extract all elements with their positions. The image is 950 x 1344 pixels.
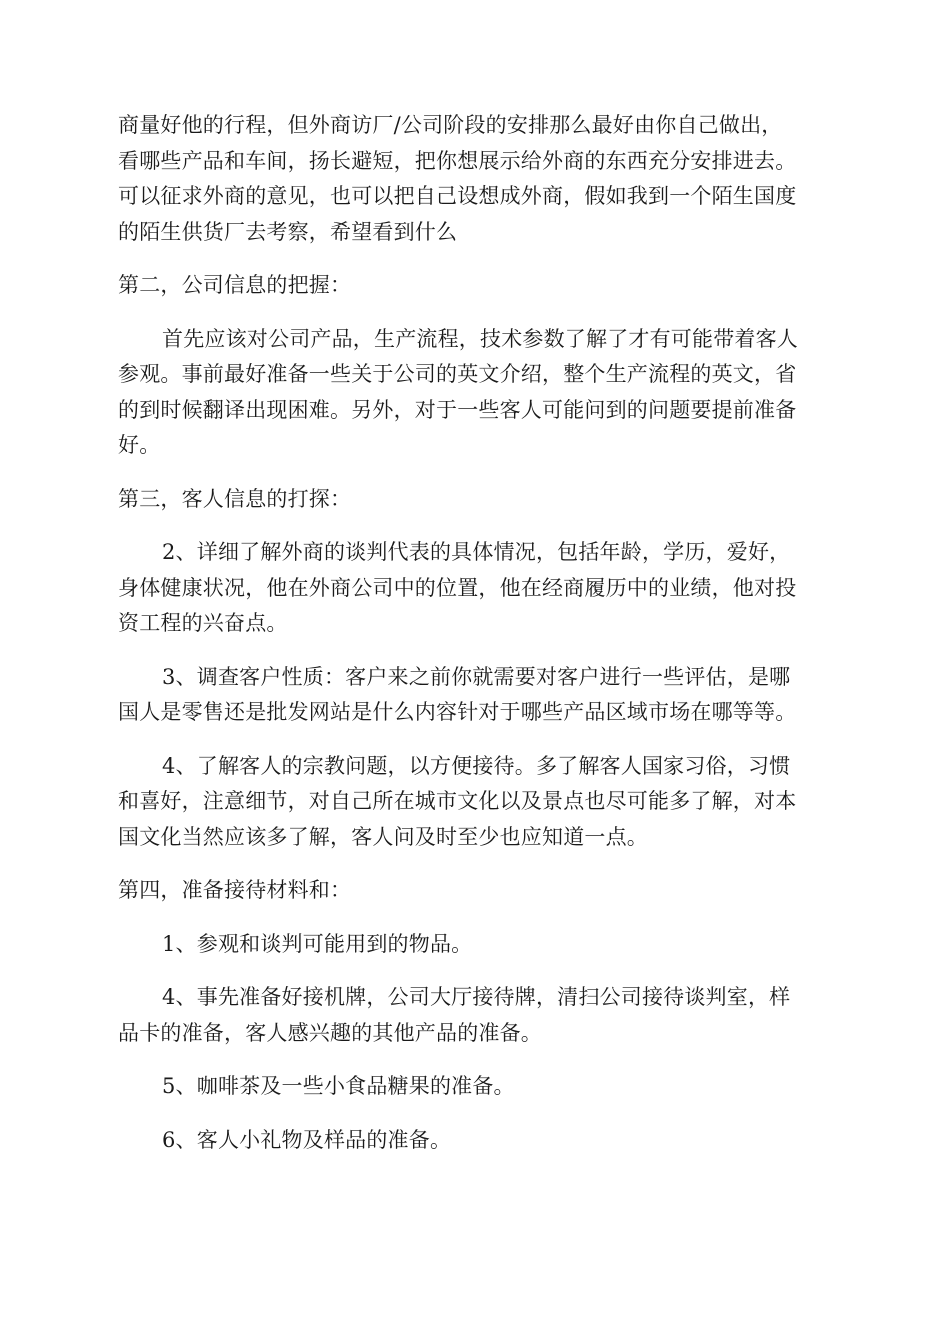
heading-line: 第二，公司信息的把握： [118,273,352,297]
list-item-2-representative [118,535,834,642]
paragraph-company-info [118,322,834,464]
text-line: 和喜好，注意细节，对自己所在城市文化以及景点也尽可能多了解，对本 [118,789,797,813]
text-line: 身体健康状况，他在外商公司中的位置，他在经商履历中的业绩，他对投 [118,575,797,600]
list-item-1-materials [118,927,834,963]
text-line: 4、事先准备好接机牌，公司大厅接待牌，清扫公司接待谈判室，样 [162,985,791,1009]
list-item-5-refreshments [118,1069,834,1105]
section-heading-4 [118,873,834,909]
text-line: 可以征求外商的意见，也可以把自己设想成外商，假如我到一个陌生国度 [118,184,797,208]
heading-line: 第四，准备接待材料和： [118,878,352,902]
text-line: 商量好他的行程，但外商访厂/公司阶段的安排那么最好由你自己做出， [118,113,783,137]
text-line: 4、了解客人的宗教问题，以方便接待。多了解客人国家习俗，习惯 [162,753,791,778]
text-line: 2、详细了解外商的谈判代表的具体情况，包括年龄，学历，爱好， [162,540,791,564]
text-line: 参观。事前最好准备一些关于公司的英文介绍，整个生产流程的英文，省 [118,362,797,386]
text-line: 的到时候翻译出现困难。另外，对于一些客人可能问到的问题要提前准备 [118,397,797,422]
heading-line: 第三，客人信息的打探： [118,486,352,511]
text-line: 好。 [118,433,161,457]
list-item-3-customer-type [118,660,834,731]
text-line: 1、参观和谈判可能用到的物品。 [162,931,473,956]
text-line: 品卡的准备，客人感兴趣的其他产品的准备。 [118,1020,542,1045]
text-line: 3、调查客户性质：客户来之前你就需要对客户进行一些评估，是哪 [162,664,791,689]
list-item-4-religion-customs [118,749,834,856]
section-heading-3 [118,482,834,518]
paragraph-itinerary [118,108,834,250]
section-heading-2 [118,268,834,304]
text-line: 首先应该对公司产品，生产流程，技术参数了解了才有可能带着客人 [162,326,798,351]
document-page [118,108,834,1158]
text-line: 看哪些产品和车间，扬长避短，把你想展示给外商的东西充分安排进去。 [118,148,797,173]
list-item-4-signage [118,980,834,1051]
text-line: 资工程的兴奋点。 [118,611,288,635]
text-line: 5、咖啡茶及一些小食品糖果的准备。 [162,1074,515,1098]
text-line: 国人是零售还是批发网站是什么内容针对于哪些产品区域市场在哪等等。 [118,700,797,724]
text-line: 6、客人小礼物及样品的准备。 [162,1127,452,1152]
list-item-6-gifts [118,1123,834,1159]
text-line: 的陌生供货厂去考察，希望看到什么 [118,219,458,244]
text-line: 国文化当然应该多了解，客人问及时至少也应知道一点。 [118,824,648,849]
